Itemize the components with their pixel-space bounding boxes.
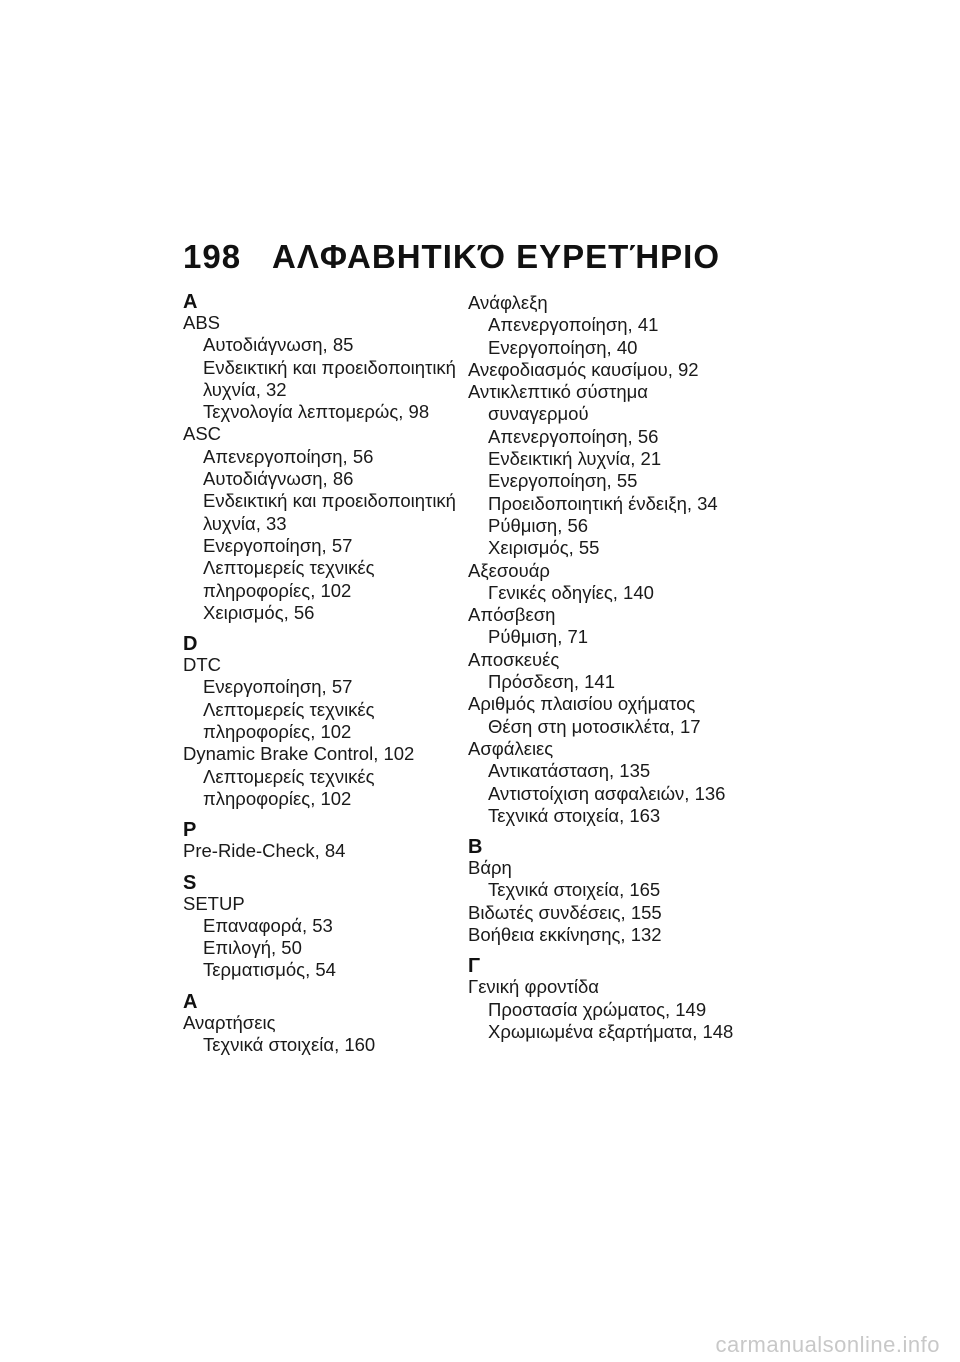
watermark: carmanualsonline.info <box>715 1332 940 1357</box>
section-letter: P <box>183 819 197 842</box>
index-subentry: λυχνία, 33 <box>203 512 287 534</box>
page-header <box>183 238 720 276</box>
index-subentry: Ενεργοποίηση, 57 <box>203 676 353 698</box>
index-section <box>183 873 483 982</box>
index-subentry: Αυτοδιάγνωση, 85 <box>203 334 354 356</box>
index-subentry: Απενεργοποίηση, 56 <box>203 445 374 467</box>
index-subentry: συναγερμού <box>488 403 589 425</box>
index-subentry: Ρύθμιση, 56 <box>488 514 589 536</box>
index-entry: Αναρτήσεις <box>183 1011 276 1033</box>
index-subentry: Προστασία χρώματος, 149 <box>488 998 707 1020</box>
index-subentry: πληροφορίες, 102 <box>203 579 352 601</box>
index-subentry: Απενεργοποίηση, 56 <box>488 425 659 447</box>
index-subentry: Ενεργοποίηση, 55 <box>488 470 638 492</box>
index-section <box>183 292 483 624</box>
index-subentry: λυχνία, 32 <box>203 378 287 400</box>
index-section <box>468 837 768 946</box>
index-entry: Αξεσουάρ <box>468 559 550 581</box>
index-subentry: Επιλογή, 50 <box>203 937 302 959</box>
index-entry: Pre-Ride-Check, 84 <box>183 840 346 862</box>
index-entry: Αριθμός πλαισίου οχήματος <box>468 693 696 715</box>
index-entry: Γενική φροντίδα <box>468 976 599 998</box>
index-subentry: Λεπτομερείς τεχνικές <box>203 557 375 579</box>
index-section <box>183 992 483 1057</box>
index-subentry: Αντιστοίχιση ασφαλειών, 136 <box>488 782 726 804</box>
index-subentry: Ενδεικτική και προειδοποιητική <box>203 490 456 512</box>
index-subentry: Ενδεικτική λυχνία, 21 <box>488 448 662 470</box>
index-entry: Βοήθεια εκκίνησης, 132 <box>468 924 662 946</box>
index-subentry: Αντικατάσταση, 135 <box>488 760 651 782</box>
index-subentry: Λεπτομερείς τεχνικές <box>203 765 375 787</box>
index-entry: Βάρη <box>468 857 512 879</box>
index-subentry: Τεχνολογία λεπτομερώς, 98 <box>203 401 430 423</box>
section-letter: A <box>183 291 198 313</box>
index-subentry: Τερματισμός, 54 <box>203 959 336 981</box>
index-subentry: Τεχνικά στοιχεία, 160 <box>203 1034 376 1056</box>
page-title: ΑΛΦΑΒΗΤΙΚΌ ΕΥΡΕΤΉΡΙΟ <box>272 238 721 275</box>
index-subentry: Απενεργοποίηση, 41 <box>488 314 659 336</box>
page-number: 198 <box>183 238 242 275</box>
index-section <box>468 292 768 827</box>
index-subentry: Θέση στη μοτοσικλέτα, 17 <box>488 715 701 737</box>
index-subentry: πληροφορίες, 102 <box>203 721 352 743</box>
index-entry: Ανάφλεξη <box>468 292 548 313</box>
section-letter: S <box>183 871 197 894</box>
index-column-right <box>468 292 768 1053</box>
section-letter: Β <box>468 836 483 859</box>
index-section <box>468 956 768 1043</box>
index-subentry: Επαναφορά, 53 <box>203 914 333 936</box>
index-subentry: Χρωμιωμένα εξαρτήματα, 148 <box>488 1020 734 1042</box>
index-section <box>183 634 483 810</box>
section-letter: Γ <box>468 955 481 978</box>
index-subentry: Τεχνικά στοιχεία, 163 <box>488 804 661 826</box>
index-subentry: Αυτοδιάγνωση, 86 <box>203 468 354 490</box>
index-entry: Dynamic Brake Control, 102 <box>183 743 415 765</box>
index-entry: DTC <box>183 654 222 676</box>
index-entry: ASC <box>183 423 222 445</box>
index-subentry: Χειρισμός, 56 <box>203 601 315 623</box>
index-subentry: Χειρισμός, 55 <box>488 537 600 559</box>
index-subentry: Ενεργοποίηση, 57 <box>203 534 353 556</box>
index-subentry: Ενδεικτική και προειδοποιητική <box>203 356 456 378</box>
index-subentry: πληροφορίες, 102 <box>203 787 352 809</box>
index-subentry: Ρύθμιση, 71 <box>488 626 589 648</box>
index-entry: ABS <box>183 312 221 333</box>
index-section <box>183 820 483 862</box>
index-entry: Ασφάλειες <box>468 737 554 759</box>
index-entry: Απόσβεση <box>468 604 556 626</box>
index-entry: Βιδωτές συνδέσεις, 155 <box>468 901 662 923</box>
index-subentry: Προειδοποιητική ένδειξη, 34 <box>488 492 718 514</box>
index-column-left <box>183 292 483 1066</box>
index-subentry: Πρόσδεση, 141 <box>488 671 615 693</box>
section-letter: D <box>183 633 198 656</box>
index-entry: SETUP <box>183 892 245 914</box>
index-entry: Αντικλεπτικό σύστημα <box>468 381 648 403</box>
index-subentry: Ενεργοποίηση, 40 <box>488 336 638 358</box>
index-entry: Αποσκευές <box>468 648 560 670</box>
index-subentry: Τεχνικά στοιχεία, 165 <box>488 879 661 901</box>
section-letter: Α <box>183 990 198 1013</box>
index-subentry: Γενικές οδηγίες, 140 <box>488 581 654 603</box>
index-entry: Ανεφοδιασμός καυσίμου, 92 <box>468 358 699 380</box>
index-subentry: Λεπτομερείς τεχνικές <box>203 698 375 720</box>
